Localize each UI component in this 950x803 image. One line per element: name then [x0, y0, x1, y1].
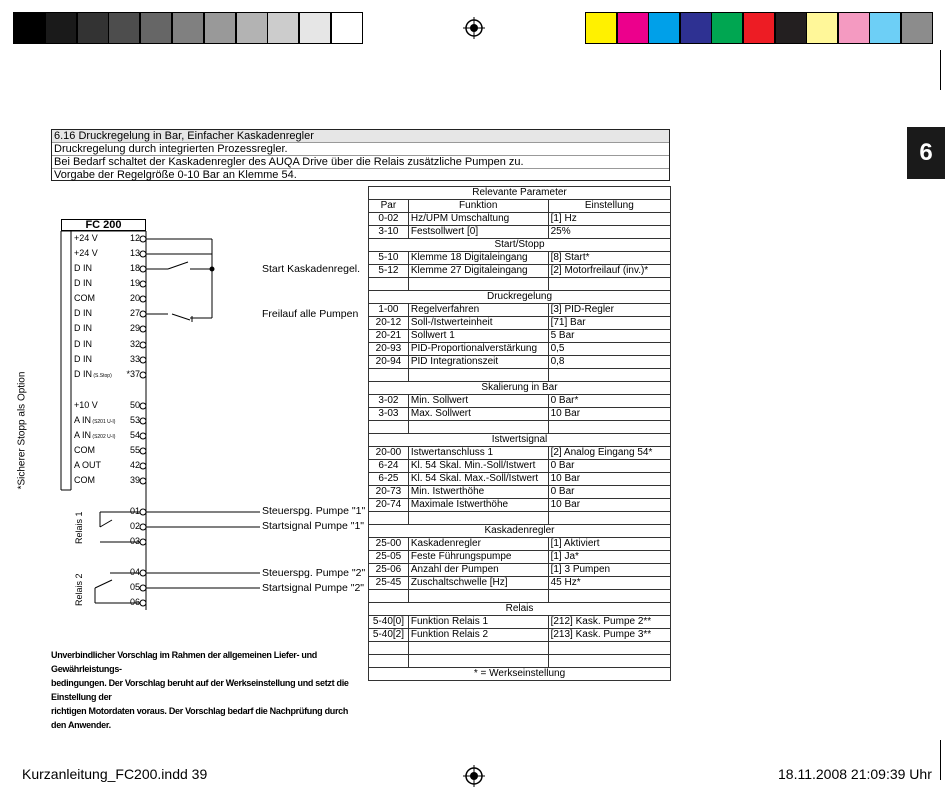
terminal-point — [140, 403, 146, 409]
parameter-table — [368, 186, 671, 681]
disclaimer-note — [51, 648, 361, 732]
empty-cell — [408, 590, 548, 603]
wire — [100, 520, 112, 527]
terminal-point — [140, 342, 146, 348]
drive-title: FC 200 — [61, 219, 146, 231]
terminal-name: D IN — [74, 263, 92, 273]
relais-2-label: Relais 2 — [74, 573, 84, 606]
footer-filename: Kurzanleitung_FC200.indd 39 — [22, 766, 208, 782]
param-setting: [71] Bar — [548, 317, 670, 330]
empty-cell — [369, 421, 409, 434]
param-number: 25-00 — [369, 538, 409, 551]
terminal-number: 20 — [129, 293, 140, 303]
column-header: Einstellung — [548, 200, 670, 213]
wire — [172, 314, 190, 320]
terminal-number: 12 — [129, 233, 140, 243]
param-number: 25-06 — [369, 564, 409, 577]
wiring-label: Steuerspg. Pumpe "2" — [262, 567, 366, 579]
table-row — [369, 486, 671, 499]
terminal-point — [140, 524, 146, 530]
table-row — [369, 304, 671, 317]
param-number: 20-73 — [369, 486, 409, 499]
param-function: Zuschaltschwelle [Hz] — [408, 577, 548, 590]
param-number: 3-03 — [369, 408, 409, 421]
param-function: Min. Sollwert — [408, 395, 548, 408]
terminal-point — [140, 539, 146, 545]
relay-terminal-number: 02 — [129, 521, 140, 531]
empty-cell — [548, 421, 670, 434]
empty-cell — [369, 655, 409, 668]
param-number: 25-45 — [369, 577, 409, 590]
table-row — [369, 343, 671, 356]
column-header: Par — [369, 200, 409, 213]
param-setting: [212] Kask. Pumpe 2** — [548, 616, 670, 629]
terminal-name: COM — [74, 293, 95, 303]
wire — [168, 262, 188, 269]
empty-cell — [408, 655, 548, 668]
terminal-number: 32 — [129, 339, 140, 349]
table-row — [369, 265, 671, 278]
param-setting: [1] Aktiviert — [548, 538, 670, 551]
terminal-point — [140, 251, 146, 257]
table-row — [369, 629, 671, 642]
terminal-point — [140, 600, 146, 606]
column-header: Funktion — [408, 200, 548, 213]
relay-terminal-number: 01 — [129, 506, 140, 516]
factory-setting-note: * = Werkseinstellung — [369, 668, 671, 681]
param-number: 0-02 — [369, 213, 409, 226]
terminal-point — [140, 311, 146, 317]
terminal-name: +24 V — [74, 233, 98, 243]
section-row — [369, 239, 671, 252]
terminal-point — [140, 418, 146, 424]
section-row — [369, 603, 671, 616]
empty-cell — [369, 590, 409, 603]
terminal-name: D IN — [74, 354, 92, 364]
table-row — [369, 252, 671, 265]
wiring-label: Startsignal Pumpe "1" — [262, 520, 365, 532]
terminal-number: 27 — [129, 308, 140, 318]
empty-cell — [548, 512, 670, 525]
empty-cell — [548, 642, 670, 655]
param-function: Funktion Relais 2 — [408, 629, 548, 642]
param-setting: [8] Start* — [548, 252, 670, 265]
terminal-point — [140, 433, 146, 439]
terminal-number: 18 — [129, 263, 140, 273]
param-function: Min. Istwerthöhe — [408, 486, 548, 499]
param-number: 3-10 — [369, 226, 409, 239]
table-row — [369, 447, 671, 460]
safe-stop-label: *Sicherer Stopp als Option — [16, 371, 28, 490]
param-function: Klemme 27 Digitaleingang — [408, 265, 548, 278]
param-setting: 5 Bar — [548, 330, 670, 343]
terminal-point — [140, 372, 146, 378]
param-function: Kaskadenregler — [408, 538, 548, 551]
terminal-point — [140, 236, 146, 242]
terminal-name: A IN (S202 U-I) — [74, 430, 116, 440]
empty-cell — [369, 642, 409, 655]
terminal-point — [140, 463, 146, 469]
footer-timestamp: 18.11.2008 21:09:39 Uhr — [778, 766, 932, 782]
terminal-point — [140, 585, 146, 591]
param-function: Max. Sollwert — [408, 408, 548, 421]
table-row — [369, 395, 671, 408]
empty-cell — [408, 512, 548, 525]
section-row — [369, 382, 671, 395]
relay-terminal-number: 03 — [129, 536, 140, 546]
terminal-number: 42 — [129, 460, 140, 470]
wiring-label: Startsignal Pumpe "2" — [262, 582, 365, 594]
table-row — [369, 330, 671, 343]
terminal-number: *37 — [126, 369, 140, 379]
param-number: 20-94 — [369, 356, 409, 369]
terminal-name: D IN — [74, 278, 92, 288]
param-setting: [1] 3 Pumpen — [548, 564, 670, 577]
param-function: Regelverfahren — [408, 304, 548, 317]
table-title: Relevante Parameter — [369, 187, 671, 200]
param-function: Maximale Istwerthöhe — [408, 499, 548, 512]
terminal-name: D IN — [74, 323, 92, 333]
param-number: 5-40[0] — [369, 616, 409, 629]
terminal-point — [140, 281, 146, 287]
param-function: Feste Führungspumpe — [408, 551, 548, 564]
param-setting: 10 Bar — [548, 499, 670, 512]
terminal-number: 19 — [129, 278, 140, 288]
empty-cell — [369, 278, 409, 291]
terminal-name: +24 V — [74, 248, 98, 258]
terminal-number: 29 — [129, 323, 140, 333]
terminal-name: D IN — [74, 339, 92, 349]
table-row — [369, 408, 671, 421]
wiring-label: Freilauf alle Pumpen — [262, 308, 359, 320]
empty-cell — [369, 369, 409, 382]
param-setting: [2] Motorfreilauf (inv.)* — [548, 265, 670, 278]
terminal-point — [140, 266, 146, 272]
param-setting: 10 Bar — [548, 473, 670, 486]
chapter-tab: 6 — [907, 127, 945, 179]
terminal-name: D IN (S.Stop) — [74, 369, 112, 379]
empty-cell — [548, 278, 670, 291]
terminal-number: 54 — [129, 430, 140, 440]
terminal-point — [140, 357, 146, 363]
param-number: 5-10 — [369, 252, 409, 265]
param-function: Kl. 54 Skal. Min.-Soll/Istwert — [408, 460, 548, 473]
param-setting: [213] Kask. Pumpe 3** — [548, 629, 670, 642]
terminal-number: 39 — [129, 475, 140, 485]
section-row — [369, 291, 671, 304]
table-row — [369, 473, 671, 486]
param-number: 20-21 — [369, 330, 409, 343]
table-row — [369, 616, 671, 629]
empty-cell — [408, 642, 548, 655]
terminal-number: 33 — [129, 354, 140, 364]
relais-1-label: Relais 1 — [74, 511, 84, 544]
terminal-number: 13 — [129, 248, 140, 258]
terminal-number: 55 — [129, 445, 140, 455]
terminal-point — [140, 478, 146, 484]
param-number: 20-00 — [369, 447, 409, 460]
section-heading: Relais — [369, 603, 671, 616]
param-number: 3-02 — [369, 395, 409, 408]
terminal-point — [140, 448, 146, 454]
param-setting: 0,5 — [548, 343, 670, 356]
terminal-point — [140, 509, 146, 515]
description-line: Bei Bedarf schaltet der Kaskadenregler des AUQA Drive über die Relais zusätzliche Pumpen zu. — [52, 156, 669, 169]
param-function: Kl. 54 Skal. Max.-Soll/Istwert — [408, 473, 548, 486]
param-setting: [2] Analog Eingang 54* — [548, 447, 670, 460]
param-function: Anzahl der Pumpen — [408, 564, 548, 577]
relay-terminal-number: 05 — [129, 582, 140, 592]
param-setting: 0 Bar* — [548, 395, 670, 408]
description-line: Druckregelung durch integrierten Prozessregler. — [52, 143, 669, 156]
wiring-label: Steuerspg. Pumpe "1" — [262, 505, 366, 517]
relay-terminal-number: 04 — [129, 567, 140, 577]
empty-cell — [408, 421, 548, 434]
terminal-point — [140, 296, 146, 302]
table-row — [369, 213, 671, 226]
section-heading: Druckregelung — [369, 291, 671, 304]
param-function: Istwertanschluss 1 — [408, 447, 548, 460]
param-setting: 25% — [548, 226, 670, 239]
param-number: 25-05 — [369, 551, 409, 564]
param-number: 6-24 — [369, 460, 409, 473]
param-setting: 10 Bar — [548, 408, 670, 421]
param-function: Soll-/Istwerteinheit — [408, 317, 548, 330]
table-row — [369, 577, 671, 590]
param-setting: [3] PID-Regler — [548, 304, 670, 317]
section-row — [369, 434, 671, 447]
terminal-number: 50 — [129, 400, 140, 410]
section-title: 6.16 Druckregelung in Bar, Einfacher Kaskadenregler — [52, 130, 669, 143]
empty-cell — [548, 369, 670, 382]
terminal-name: COM — [74, 445, 95, 455]
empty-cell — [548, 590, 670, 603]
param-setting: [1] Ja* — [548, 551, 670, 564]
wiring-label: Start Kaskadenregel. — [262, 263, 361, 275]
terminal-point — [140, 326, 146, 332]
param-function: PID-Proportionalverstärkung — [408, 343, 548, 356]
param-setting: 0,8 — [548, 356, 670, 369]
table-header-row — [369, 200, 671, 213]
param-function: Festsollwert [0] — [408, 226, 548, 239]
param-number: 1-00 — [369, 304, 409, 317]
empty-cell — [408, 369, 548, 382]
terminal-number: 53 — [129, 415, 140, 425]
table-row — [369, 538, 671, 551]
param-setting: 45 Hz* — [548, 577, 670, 590]
param-number: 20-74 — [369, 499, 409, 512]
param-setting: 0 Bar — [548, 460, 670, 473]
wire — [95, 580, 112, 588]
param-number: 6-25 — [369, 473, 409, 486]
terminal-name: A OUT — [74, 460, 102, 470]
section-row — [369, 525, 671, 538]
note-line: richtigen Motordaten voraus. Der Vorschlag bedarf die Nachprüfung durch den Anwender. — [51, 706, 349, 730]
empty-cell — [369, 512, 409, 525]
param-number: 20-93 — [369, 343, 409, 356]
param-setting: 0 Bar — [548, 486, 670, 499]
param-function: Sollwert 1 — [408, 330, 548, 343]
description-line: Vorgabe der Regelgröße 0-10 Bar an Klemme 54. — [54, 169, 297, 181]
table-row — [369, 226, 671, 239]
table-row — [369, 356, 671, 369]
note-line: bedingungen. Der Vorschlag beruht auf der Werkseinstellung und setzt die Einstellung der — [51, 678, 349, 702]
param-function: Funktion Relais 1 — [408, 616, 548, 629]
terminal-name: COM — [74, 475, 95, 485]
table-row — [369, 551, 671, 564]
section-heading: Start/Stopp — [369, 239, 671, 252]
table-row — [369, 564, 671, 577]
table-row — [369, 499, 671, 512]
param-function: PID Integrationszeit — [408, 356, 548, 369]
param-setting: [1] Hz — [548, 213, 670, 226]
note-line: Unverbindlicher Vorschlag im Rahmen der allgemeinen Liefer- und Gewährleistungs- — [51, 650, 317, 674]
section-heading: Kaskadenregler — [369, 525, 671, 538]
param-function: Klemme 18 Digitaleingang — [408, 252, 548, 265]
empty-cell — [408, 278, 548, 291]
relay-terminal-number: 06 — [129, 597, 140, 607]
terminal-name: +10 V — [74, 400, 98, 410]
table-row — [369, 460, 671, 473]
section-heading: Skalierung in Bar — [369, 382, 671, 395]
section-heading: Istwertsignal — [369, 434, 671, 447]
param-number: 5-12 — [369, 265, 409, 278]
empty-cell — [548, 655, 670, 668]
terminal-point — [140, 570, 146, 576]
terminal-name: A IN (S201 U-I) — [74, 415, 116, 425]
table-row — [369, 317, 671, 330]
param-number: 20-12 — [369, 317, 409, 330]
param-number: 5-40[2] — [369, 629, 409, 642]
terminal-name: D IN — [74, 308, 92, 318]
param-function: Hz/UPM Umschaltung — [408, 213, 548, 226]
